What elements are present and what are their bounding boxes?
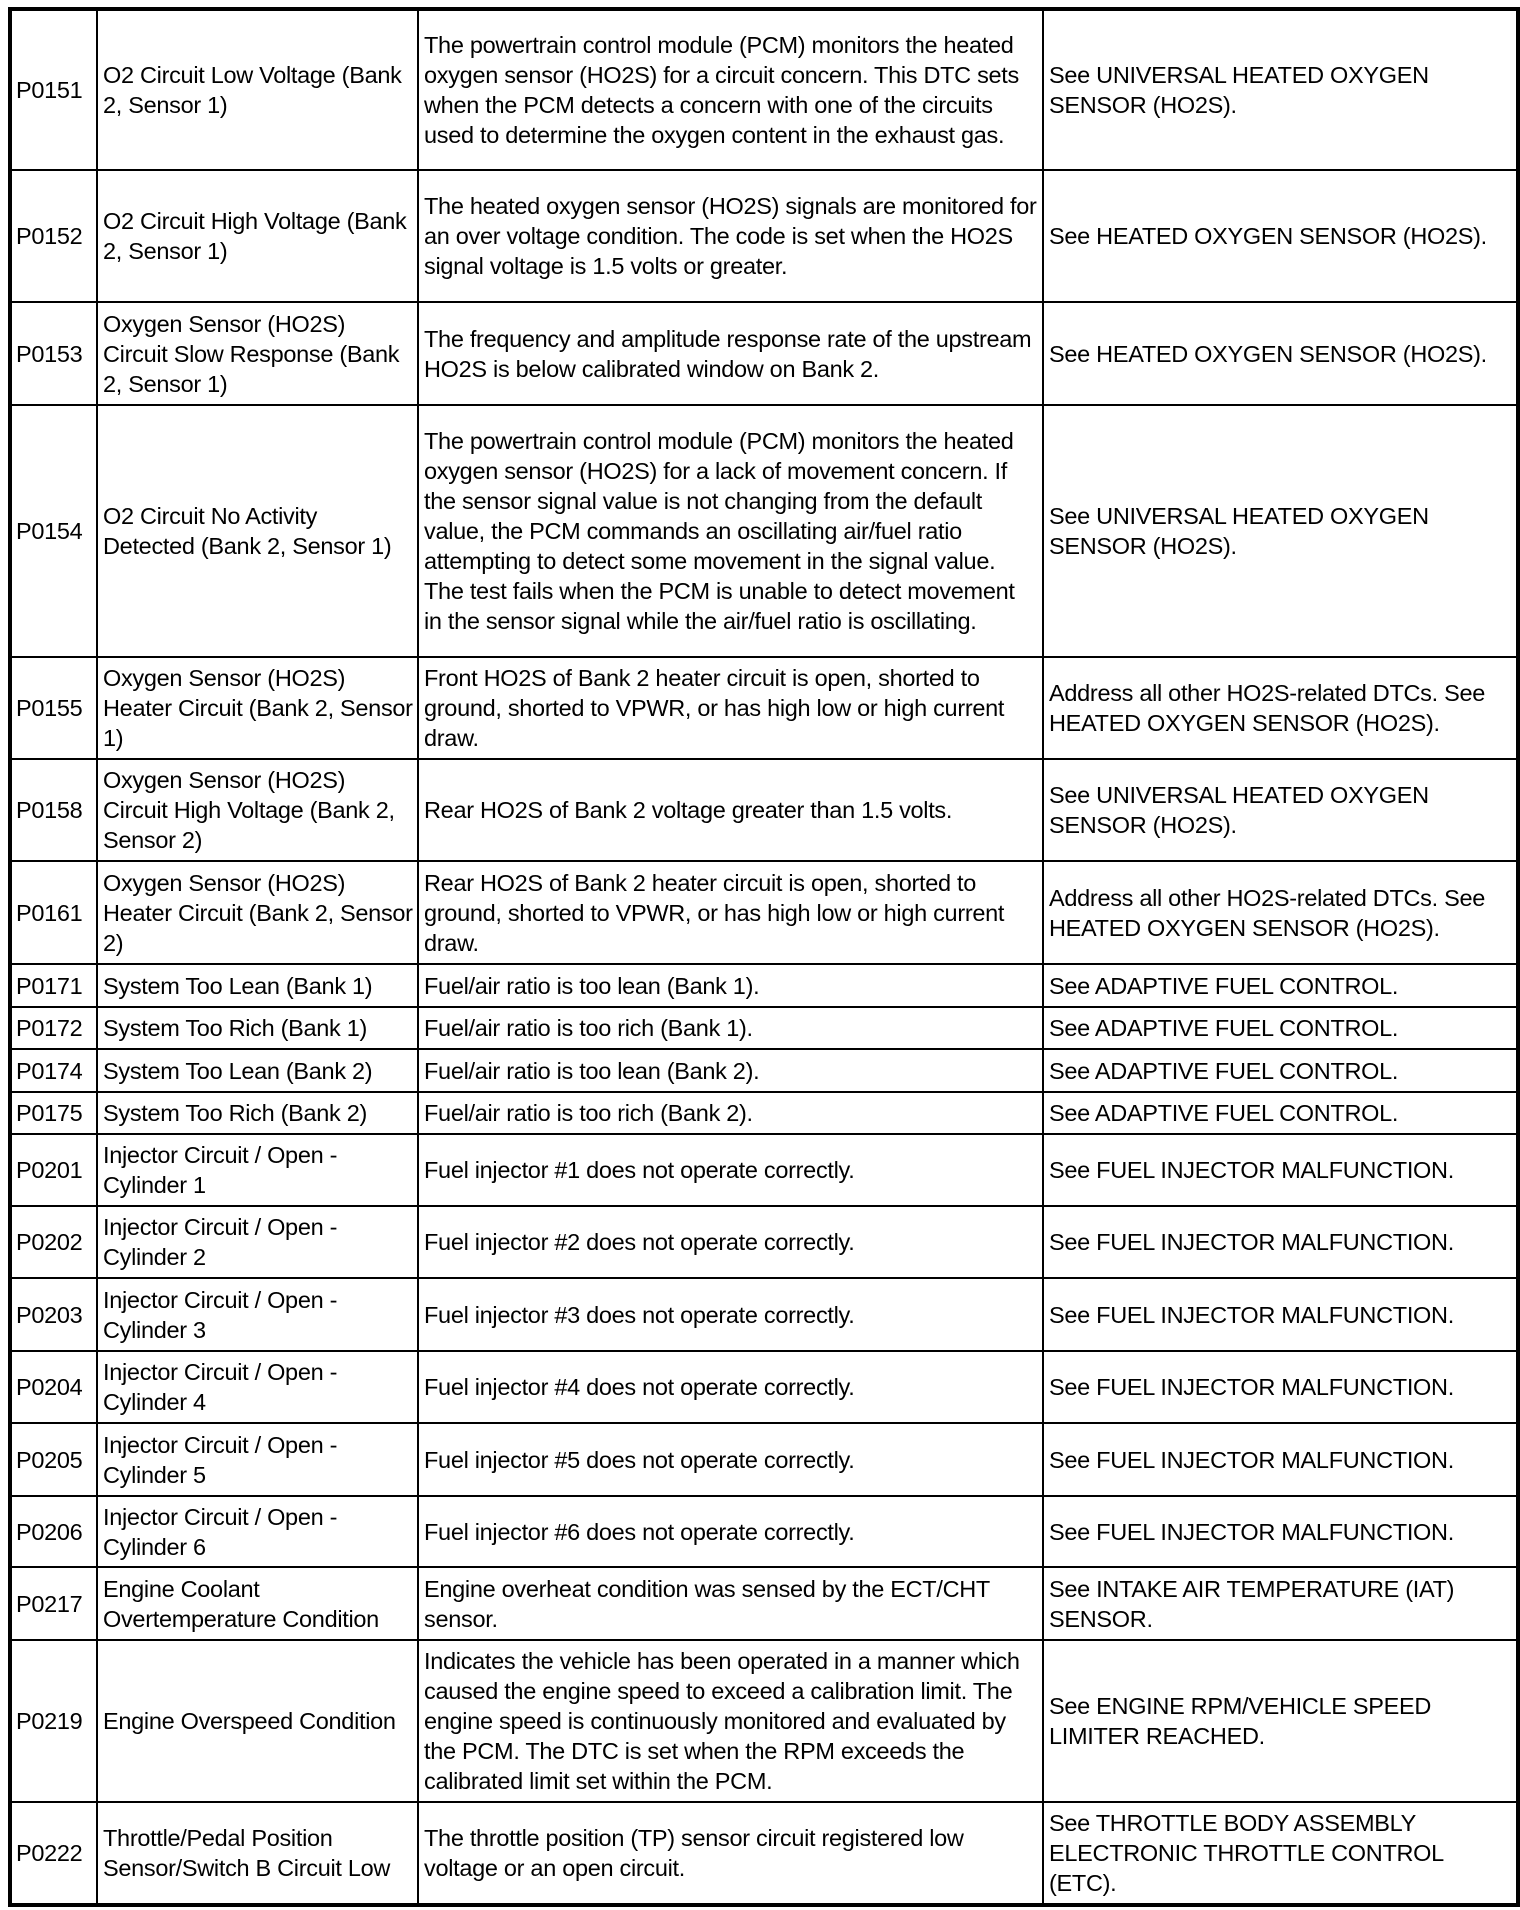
dtc-code-cell: P0205 [10, 1423, 97, 1496]
dtc-action-cell: See ENGINE RPM/VEHICLE SPEED LIMITER REACHED. [1043, 1640, 1518, 1802]
table-row [10, 1802, 1518, 1905]
dtc-code-cell: P0219 [10, 1640, 97, 1802]
table-row [10, 302, 1518, 405]
dtc-action-cell: See FUEL INJECTOR MALFUNCTION. [1043, 1423, 1518, 1496]
dtc-condition-cell: Fuel/air ratio is too lean (Bank 2). [418, 1049, 1043, 1092]
dtc-action-cell: See THROTTLE BODY ASSEMBLY ELECTRONIC THROTTLE CONTROL (ETC). [1043, 1802, 1518, 1905]
table-row [10, 170, 1518, 302]
dtc-condition-cell: Fuel/air ratio is too rich (Bank 2). [418, 1092, 1043, 1134]
table-row [10, 1007, 1518, 1049]
table-row [10, 1206, 1518, 1278]
dtc-code-cell: P0203 [10, 1278, 97, 1351]
dtc-condition-cell: Fuel injector #1 does not operate correctly. [418, 1134, 1043, 1206]
dtc-description-cell: System Too Lean (Bank 1) [97, 964, 418, 1007]
dtc-condition-cell: Rear HO2S of Bank 2 heater circuit is open, shorted to ground, shorted to VPWR, or has high low or high current draw. [418, 861, 1043, 964]
dtc-condition-cell: Front HO2S of Bank 2 heater circuit is open, shorted to ground, shorted to VPWR, or has high low or high current draw. [418, 657, 1043, 759]
table-row [10, 1134, 1518, 1206]
table-row [10, 1049, 1518, 1092]
dtc-description-cell: Engine Overspeed Condition [97, 1640, 418, 1802]
dtc-condition-cell: Fuel injector #3 does not operate correctly. [418, 1278, 1043, 1351]
table-row [10, 964, 1518, 1007]
dtc-action-cell: See FUEL INJECTOR MALFUNCTION. [1043, 1351, 1518, 1423]
dtc-code-cell: P0175 [10, 1092, 97, 1134]
dtc-condition-cell: The heated oxygen sensor (HO2S) signals are monitored for an over voltage condition. The code is set when the HO2S signal voltage is 1.5 volts or greater. [418, 170, 1043, 302]
dtc-condition-cell: Fuel injector #6 does not operate correctly. [418, 1496, 1043, 1567]
dtc-condition-cell: The powertrain control module (PCM) monitors the heated oxygen sensor (HO2S) for a circuit concern. This DTC sets when the PCM detects a concern with one of the circuits used to determine the oxygen content in the exhaust gas. [418, 9, 1043, 170]
dtc-description-cell: O2 Circuit No Activity Detected (Bank 2, Sensor 1) [97, 405, 418, 657]
dtc-action-cell: See FUEL INJECTOR MALFUNCTION. [1043, 1134, 1518, 1206]
dtc-code-cell: P0217 [10, 1567, 97, 1640]
dtc-code-cell: P0154 [10, 405, 97, 657]
dtc-description-cell: Injector Circuit / Open - Cylinder 3 [97, 1278, 418, 1351]
dtc-description-cell: Injector Circuit / Open - Cylinder 5 [97, 1423, 418, 1496]
dtc-action-cell: See HEATED OXYGEN SENSOR (HO2S). [1043, 170, 1518, 302]
dtc-description-cell: System Too Rich (Bank 1) [97, 1007, 418, 1049]
dtc-action-cell: See INTAKE AIR TEMPERATURE (IAT) SENSOR. [1043, 1567, 1518, 1640]
dtc-description-cell: Injector Circuit / Open - Cylinder 4 [97, 1351, 418, 1423]
dtc-code-cell: P0174 [10, 1049, 97, 1092]
dtc-condition-cell: Rear HO2S of Bank 2 voltage greater than 1.5 volts. [418, 759, 1043, 861]
dtc-description-cell: O2 Circuit Low Voltage (Bank 2, Sensor 1) [97, 9, 418, 170]
dtc-description-cell: Oxygen Sensor (HO2S) Heater Circuit (Bank 2, Sensor 1) [97, 657, 418, 759]
dtc-action-cell: See ADAPTIVE FUEL CONTROL. [1043, 1049, 1518, 1092]
table-row [10, 9, 1518, 170]
dtc-action-cell: See FUEL INJECTOR MALFUNCTION. [1043, 1278, 1518, 1351]
table-row [10, 1351, 1518, 1423]
dtc-action-cell: See UNIVERSAL HEATED OXYGEN SENSOR (HO2S). [1043, 9, 1518, 170]
dtc-action-cell: See ADAPTIVE FUEL CONTROL. [1043, 964, 1518, 1007]
dtc-table-body [10, 9, 1518, 1905]
table-row [10, 759, 1518, 861]
dtc-action-cell: See FUEL INJECTOR MALFUNCTION. [1043, 1206, 1518, 1278]
dtc-description-cell: Oxygen Sensor (HO2S) Circuit High Voltage (Bank 2, Sensor 2) [97, 759, 418, 861]
dtc-condition-cell: Fuel injector #2 does not operate correctly. [418, 1206, 1043, 1278]
dtc-action-cell: Address all other HO2S-related DTCs. See HEATED OXYGEN SENSOR (HO2S). [1043, 861, 1518, 964]
dtc-condition-cell: Fuel/air ratio is too rich (Bank 1). [418, 1007, 1043, 1049]
dtc-condition-cell: Fuel injector #4 does not operate correctly. [418, 1351, 1043, 1423]
dtc-table [8, 7, 1520, 1907]
dtc-condition-cell: Fuel/air ratio is too lean (Bank 1). [418, 964, 1043, 1007]
dtc-code-cell: P0171 [10, 964, 97, 1007]
dtc-code-cell: P0201 [10, 1134, 97, 1206]
dtc-code-cell: P0222 [10, 1802, 97, 1905]
table-row [10, 405, 1518, 657]
dtc-description-cell: Oxygen Sensor (HO2S) Circuit Slow Response (Bank 2, Sensor 1) [97, 302, 418, 405]
dtc-action-cell: See FUEL INJECTOR MALFUNCTION. [1043, 1496, 1518, 1567]
dtc-code-cell: P0202 [10, 1206, 97, 1278]
table-row [10, 861, 1518, 964]
dtc-code-cell: P0161 [10, 861, 97, 964]
table-row [10, 1640, 1518, 1802]
dtc-action-cell: See UNIVERSAL HEATED OXYGEN SENSOR (HO2S). [1043, 759, 1518, 861]
table-row [10, 1278, 1518, 1351]
dtc-condition-cell: Indicates the vehicle has been operated in a manner which caused the engine speed to exceed a calibration limit. The engine speed is continuously monitored and evaluated by the PCM. The DTC is set when the RPM exceeds the calibrated limit set within the PCM. [418, 1640, 1043, 1802]
dtc-action-cell: See ADAPTIVE FUEL CONTROL. [1043, 1007, 1518, 1049]
table-row [10, 1423, 1518, 1496]
dtc-action-cell: See ADAPTIVE FUEL CONTROL. [1043, 1092, 1518, 1134]
dtc-code-cell: P0206 [10, 1496, 97, 1567]
dtc-code-cell: P0152 [10, 170, 97, 302]
dtc-code-cell: P0153 [10, 302, 97, 405]
dtc-code-cell: P0172 [10, 1007, 97, 1049]
dtc-condition-cell: The throttle position (TP) sensor circuit registered low voltage or an open circuit. [418, 1802, 1043, 1905]
dtc-description-cell: System Too Rich (Bank 2) [97, 1092, 418, 1134]
dtc-code-cell: P0155 [10, 657, 97, 759]
dtc-action-cell: See UNIVERSAL HEATED OXYGEN SENSOR (HO2S). [1043, 405, 1518, 657]
dtc-condition-cell: Fuel injector #5 does not operate correctly. [418, 1423, 1043, 1496]
dtc-description-cell: Injector Circuit / Open - Cylinder 2 [97, 1206, 418, 1278]
table-row [10, 1092, 1518, 1134]
dtc-description-cell: O2 Circuit High Voltage (Bank 2, Sensor 1) [97, 170, 418, 302]
dtc-description-cell: Oxygen Sensor (HO2S) Heater Circuit (Bank 2, Sensor 2) [97, 861, 418, 964]
dtc-description-cell: Throttle/Pedal Position Sensor/Switch B Circuit Low [97, 1802, 418, 1905]
dtc-description-cell: System Too Lean (Bank 2) [97, 1049, 418, 1092]
dtc-description-cell: Injector Circuit / Open - Cylinder 1 [97, 1134, 418, 1206]
dtc-description-cell: Injector Circuit / Open - Cylinder 6 [97, 1496, 418, 1567]
dtc-condition-cell: Engine overheat condition was sensed by the ECT/CHT sensor. [418, 1567, 1043, 1640]
table-row [10, 657, 1518, 759]
dtc-action-cell: See HEATED OXYGEN SENSOR (HO2S). [1043, 302, 1518, 405]
dtc-code-cell: P0151 [10, 9, 97, 170]
table-row [10, 1567, 1518, 1640]
dtc-code-cell: P0204 [10, 1351, 97, 1423]
dtc-action-cell: Address all other HO2S-related DTCs. See HEATED OXYGEN SENSOR (HO2S). [1043, 657, 1518, 759]
dtc-description-cell: Engine Coolant Overtemperature Condition [97, 1567, 418, 1640]
dtc-code-cell: P0158 [10, 759, 97, 861]
dtc-condition-cell: The frequency and amplitude response rate of the upstream HO2S is below calibrated window on Bank 2. [418, 302, 1043, 405]
dtc-condition-cell: The powertrain control module (PCM) monitors the heated oxygen sensor (HO2S) for a lack of movement concern. If the sensor signal value is not changing from the default value, the PCM commands an oscillating air/fuel ratio attempting to detect some movement in the signal value. The test fails when the PCM is unable to detect movement in the sensor signal while the air/fuel ratio is oscillating. [418, 405, 1043, 657]
table-row [10, 1496, 1518, 1567]
